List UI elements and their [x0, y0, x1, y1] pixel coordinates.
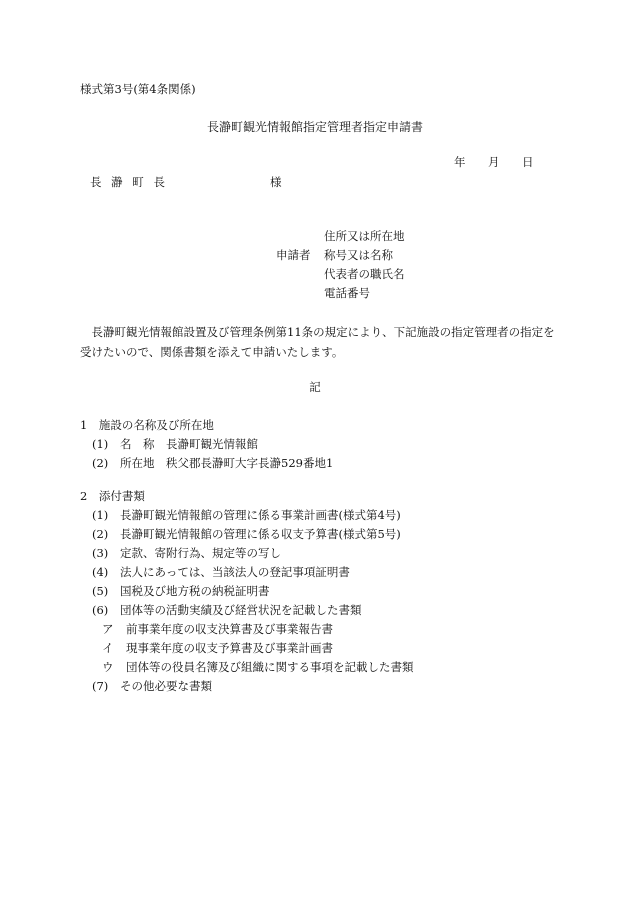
section-1-item — [92, 439, 258, 451]
date-year: 年 — [454, 155, 466, 169]
item-text: 団体等の活動実績及び経営状況を記載した書類 — [120, 603, 362, 617]
item-number: (7) — [92, 679, 109, 693]
attachment-item — [92, 529, 401, 541]
attachment-item — [92, 548, 281, 560]
item-number: (2) — [92, 527, 109, 541]
attachment-sub-item — [102, 643, 333, 655]
attachment-item — [92, 567, 350, 579]
item-text: 所在地 秩父郡長瀞町大字長瀞529番地1 — [120, 456, 334, 470]
item-number: (6) — [92, 603, 109, 617]
section-1-item — [92, 458, 333, 470]
item-text: 法人にあっては、当該法人の登記事項証明書 — [120, 565, 350, 579]
section-1-heading: 1 施設の名称及び所在地 — [80, 418, 214, 432]
applicant-representative-field: 代表者の職氏名 — [324, 267, 405, 281]
sub-item-marker: ア — [102, 622, 114, 636]
applicant-address-field: 住所又は所在地 — [324, 229, 405, 243]
date-line — [454, 157, 534, 169]
attachment-item — [92, 681, 212, 693]
item-number: (5) — [92, 584, 109, 598]
item-number: (3) — [92, 546, 109, 560]
item-text: 定款、寄附行為、規定等の写し — [120, 546, 281, 560]
form-number: 様式第3号(第4条関係) — [80, 82, 196, 96]
addressee-honorific: 様 — [270, 175, 282, 189]
attachment-item — [92, 510, 401, 522]
ki-heading: 記 — [309, 380, 321, 394]
item-text: 長瀞町観光情報館の管理に係る事業計画書(様式第4号) — [120, 508, 401, 522]
sub-item-text: 前事業年度の収支決算書及び事業報告書 — [126, 622, 333, 636]
attachment-item — [92, 586, 270, 598]
item-text: 長瀞町観光情報館の管理に係る収支予算書(様式第5号) — [120, 527, 401, 541]
attachment-sub-item — [102, 624, 333, 636]
sub-item-marker: ウ — [102, 660, 114, 674]
attachment-item — [92, 605, 362, 617]
item-number: (1) — [92, 437, 109, 451]
applicant-phone-field: 電話番号 — [324, 286, 370, 300]
addressee — [90, 175, 282, 189]
document-title: 長瀞町観光情報館指定管理者指定申請書 — [206, 120, 423, 134]
item-number: (1) — [92, 508, 109, 522]
item-number: (4) — [92, 565, 109, 579]
section-2-heading: 2 添付書類 — [80, 489, 145, 503]
sub-item-text: 現事業年度の収支予算書及び事業計画書 — [126, 641, 333, 655]
applicant-label: 申請者 — [276, 248, 311, 262]
attachment-sub-item — [102, 662, 414, 674]
item-text: 名 称 長瀞町観光情報館 — [120, 437, 258, 451]
date-day: 日 — [522, 155, 534, 169]
item-text: その他必要な書類 — [120, 679, 212, 693]
sub-item-marker: イ — [102, 641, 114, 655]
application-statement: 長瀞町観光情報館設置及び管理条例第11条の規定により、下記施設の指定管理者の指定を受けたいので、関係書類を添えて申請いたします。 — [80, 325, 555, 359]
sub-item-text: 団体等の役員名簿及び組織に関する事項を記載した書類 — [126, 660, 414, 674]
date-month: 月 — [488, 155, 500, 169]
item-number: (2) — [92, 456, 109, 470]
item-text: 国税及び地方税の納税証明書 — [120, 584, 270, 598]
applicant-name-field: 称号又は名称 — [324, 248, 393, 262]
addressee-name: 長 瀞 町 長 — [90, 175, 168, 189]
